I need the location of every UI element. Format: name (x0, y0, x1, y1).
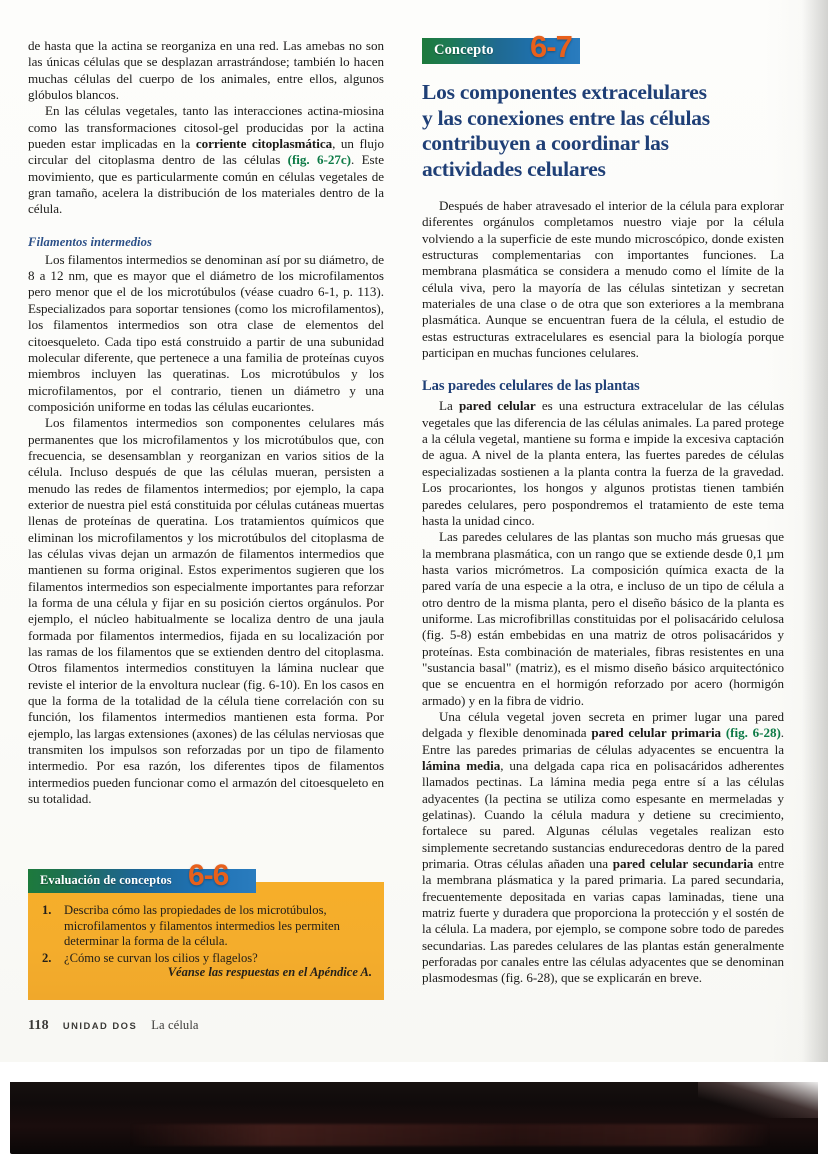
scan-shadow-band (0, 1062, 828, 1171)
text-run: es una estructura extracelular de las células vegetales que las diferencia de las células animales. La pared protege a la célula vegetal, mantiene su forma e impide la excesiva captación de agua. A nivel de la planta entera, las fuertes paredes de células especializadas sostienen a la planta contra la fuerza de la gravedad. Los procariontes, los hongos y algunos protistas tienen también paredes celulares, pero pospondremos el tratamiento de este tema hasta la unidad cinco. (422, 398, 784, 528)
scan-shadow-gloss (698, 1082, 818, 1118)
heading-filamentos-intermedios: Filamentos intermedios (28, 234, 152, 249)
term-pared-celular-secundaria: pared celular secundaria (612, 856, 754, 872)
text-run: , una delgada capa rica en polisacáridos adherentes llamados pectinas. La lámina media pega entre sí a las células adyacentes (la pectina se utiliza como espesante en mermeladas y gelatinas). Cuando la célula madura y detiene su crecimiento, fortalece su pared. Algunas células vegetales realizan esto simplemente secretando sustancias endurecedoras dentro de la pared primaria. Otras células añaden una (422, 758, 784, 872)
paragraph-cell-wall-1 (422, 398, 784, 529)
text-run: En las células vegetales, tanto las interacciones actina-miosina como las transformaciones citosol-gel producidas por la actina pueden estar implicadas en la (28, 103, 384, 152)
text-run: . Entre las paredes primarias de células adyacentes se encuentra la (422, 725, 785, 757)
concept-check-banner-number: 6-6 (188, 859, 229, 892)
text-run: La (439, 398, 459, 414)
concept-check-question-list (42, 903, 372, 967)
paragraph-concept-intro: Después de haber atravesado el interior de la célula para explorar diferentes orgánulos completamos nuestro viaje por la célula volviendo a la superficie de este mundo microscópico, donde existen estructuras complementarias con importantes funciones. La membrana plasmática se considera a menudo como el límite de la célula viva, pero la mayoría de las células sintetizan y secretan materiales de una clase o de otra que son exteriores a la membrana plasmática. Aunque se encuentran fuera de la célula, el estudio de estas estructuras extracelulares es esencial para la biología porque participan en muchas funciones celulares. (422, 198, 784, 361)
figure-reference-6-27c: (fig. 6-27c) (287, 152, 351, 168)
text-run: , un flujo circular del citoplasma dentro de las células (28, 136, 384, 168)
concept-check-banner-label: Evaluación de conceptos (40, 873, 172, 887)
text-run: . Este movimiento, que es particularmente común en células vegetales de gran tamaño, acelera la distribución de los materiales dentro de la célula. (28, 152, 384, 217)
term-pared-celular: pared celular (458, 398, 536, 414)
paragraph-intermediate-filaments-2: Los filamentos intermedios son componentes celulares más permanentes que los microfilamentos y los microtúbulos que, con frecuencia, se desensamblan y reorganizan en varios sitios de la célula. Incluso después de que las células mueran, persisten a menudo las redes de filamentos intermedios; por ejemplo, la capa exterior de nuestra piel está constituida por células cutáneas muertas llenas de proteínas de queratina. Los tratamientos químicos que eliminan los microfilamentos y los microtúbulos del citoplasma de las células vivas dejan un armazón de filamentos intermedios que mantienen su forma original. Estos experimentos sugieren que los filamentos intermedios son especialmente importantes para reforzar la forma de una célula y fijar en su posición ciertos orgánulos. Por ejemplo, el núcleo habitualmente se localiza dentro de una jaula formada por filamentos intermedios, fijada en su localización por las ramas de los filamentos que se extienden dentro del citoplasma. Otros filamentos intermedios constituyen la lámina nuclear que reviste el interior de la envoltura nuclear (fig. 6-10). En los casos en que la forma de la totalidad de la célula tiene correlación con su función, los filamentos intermedios mantienen esta forma. Por ejemplo, las largas extensiones (axones) de las células nerviosas que transmiten los impulsos son reforzadas por un tipo de filamento intermedio. Por esa razón, los diferentes tipos de filamentos intermedios pueden funcionar como el armazón del citoesqueleto en su totalidad. (28, 415, 384, 807)
concept-title-line: contribuyen a coordinar las (422, 131, 669, 155)
left-text-column (28, 38, 384, 807)
term-corriente-citoplasmatica: corriente citoplasmática (195, 136, 333, 152)
concept-banner (422, 29, 580, 64)
right-text-column (422, 29, 785, 987)
paragraph-cell-wall-2: Las paredes celulares de las plantas son mucho más gruesas que la membrana plasmática, con un rango que se extiende desde 0,1 µm hasta varios micrómetros. La composición química exacta de la pared varía de una especie a la otra, e incluso de un tipo de célula a otro dentro de la misma planta, pero el diseño básico de la planta es uniforme. Las microfibrillas constituidas por el polisacárido celulosa (fig. 5-8) están embebidas en una matriz de otros polisacáridos y proteínas. Esta combinación de materiales, fibras resistentes en una "sustancia basal" (matriz), es el mismo diseño básico arquitectónico que se encuentra en el hormigón reforzado por acero (hormigón armado) y en la fibra de vidrio. (422, 529, 784, 708)
concept-title-line: y las conexiones entre las células (422, 105, 710, 130)
term-lamina-media: lámina media (422, 758, 501, 773)
figure-reference-6-28: (fig. 6-28) (725, 725, 781, 741)
answers-appendix-note: Véanse las respuestas en el Apéndice A. (167, 965, 372, 979)
list-item-number: 2. (42, 950, 52, 965)
text-run: entre la membrana plásmatica y la pared primaria. La pared secundaria, frecuentemente depositada en varias capas laminadas, tiene una matriz fuerte y duradera que proporciona la protección y el sostén de la célula. La madera, por ejemplo, se compone sobre todo de paredes secundarias. Las paredes celulares de las plantas están generalmente perforadas por canales entre las células adyacentes que se denominan plasmodesmas (fig. 6-28), que se explicarán en breve. (422, 856, 784, 986)
paragraph-actin-continuation: de hasta que la actina se reorganiza en una red. Las amebas no son las únicas células que se desplazan arrastrándose; también lo hacen muchas células del cuerpo de los animales, entre ellos, algunos glóbulos blancos. (28, 38, 384, 103)
list-item-text: ¿Cómo se curvan los cilios y flagelos? (64, 950, 258, 965)
concept-banner-label: Concepto (434, 42, 494, 58)
text-run: Una célula vegetal joven secreta en primer lugar una pared delgada y flexible denominada (422, 708, 784, 741)
part-title: La célula (151, 1018, 199, 1032)
concept-title-line: Los componentes extracelulares (422, 80, 707, 104)
concept-check-banner (28, 859, 256, 893)
paragraph-intermediate-filaments-1: Los filamentos intermedios se denominan así por su diámetro, de 8 a 12 nm, que es mayor que el diámetro de los microfilamentos pero menor que el de los microtúbulos (véase cuadro 6-1, p. 113). Especializados para soportar tensiones (como los microfilamentos), los filamentos intermedios son otra clase de elementos del citoesqueleto. Cada tipo está construido a partir de una subunidad molecular diferente, que pertenece a una familia de proteínas cuyos miembros incluyen las queratinas. Los microtúbulos y los microfilamentos, por el contrario, tienen un diámetro y una composición uniforme en todas las células eucariontes. (28, 251, 384, 414)
scan-shadow-inner (10, 1082, 818, 1154)
page-footer (28, 1018, 199, 1034)
heading-paredes-celulares: Las paredes celulares de las plantas (422, 378, 640, 395)
concept-title (422, 80, 784, 182)
unit-label: UNIDAD DOS (62, 1020, 138, 1031)
paragraph-cytoplasmic-streaming (28, 103, 384, 217)
list-item (42, 903, 372, 950)
paragraph-cell-wall-3 (422, 709, 784, 987)
scan-shadow-sheen (130, 1124, 770, 1146)
concept-title-line: actividades celulares (422, 156, 606, 181)
concept-banner-number: 6-7 (530, 29, 572, 64)
concept-check-box (28, 859, 384, 1000)
term-pared-celular-primaria: pared celular primaria (591, 725, 722, 741)
page-number: 118 (28, 1018, 49, 1033)
list-item-text: Describa cómo las propiedades de los microtúbulos, microfilamentos y filamentos intermedios les permiten determinar la forma de la célula. (64, 903, 340, 949)
list-item-number: 1. (42, 903, 52, 917)
